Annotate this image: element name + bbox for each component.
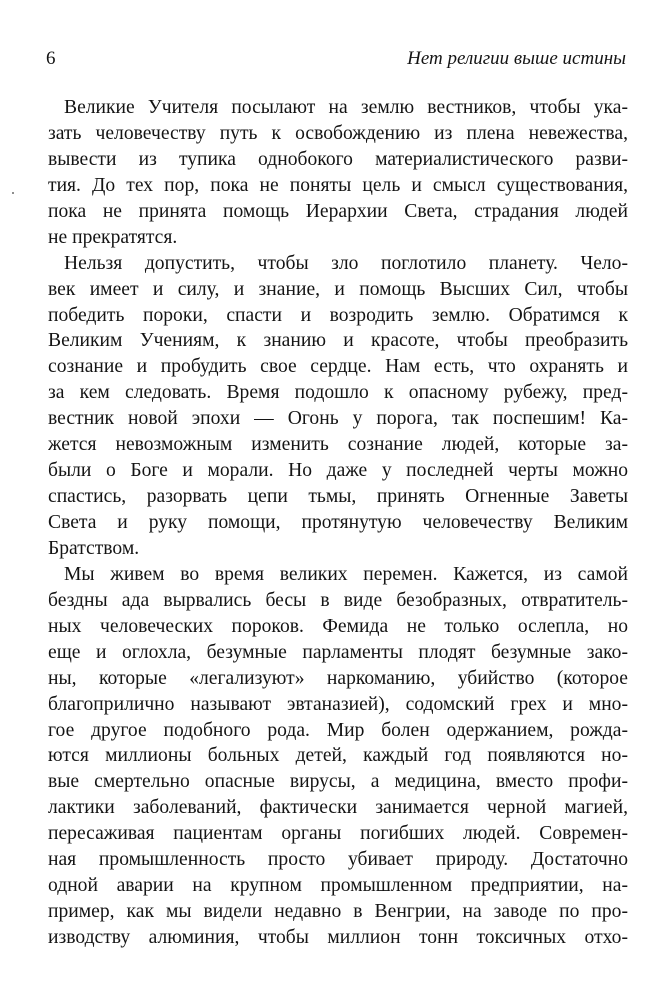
text-line: Света и руку помощи, протянутую человечеству Великим [48,512,628,533]
text-line: за кем следовать. Время подошло к опасному рубежу, пред- [48,382,628,404]
text-line: век имеет и силу, и знание, и помощь Высших Сил, чтобы [48,278,628,300]
page-number: 6 [46,48,56,69]
page-header [42,48,626,74]
text-line: Братством. [48,537,140,559]
text-line: победить пороки, спасти и возродить землю. Обратимся к [48,304,628,326]
running-title: Нет религии выше истины [407,48,626,69]
text-line: благоприлично называют эвтаназией), содомский грех и мно- [48,693,628,715]
text-line: жется невозможным изменить сознание людей, которые за- [48,434,628,456]
text-line: ны, которые «легализуют» наркоманию, убийство (которое [48,667,628,689]
text-line: бездны ада вырвались бесы в виде безобразных, отвратитель- [48,589,628,611]
text-line: пока не принята помощь Иерархии Света, страдания людей [48,200,628,222]
text-line: Нельзя допустить, чтобы зло поглотило планету. Чело- [64,252,628,274]
text-line: сознание и пробудить свое сердце. Нам есть, что охранять и [48,356,628,378]
text-line: были о Боге и морали. Но даже у последней черты можно [48,460,628,482]
text-line: Великие Учителя посылают на землю вестников, чтобы ука- [64,97,628,118]
text-line: еще и оглохла, безумные парламенты плодят безумные зако- [48,641,628,663]
text-line: не прекратятся. [48,226,178,248]
text-line: гое другое подобного рода. Мир болен одержанием, рожда- [48,719,628,741]
text-line: зать человечеству путь к освобождению из плена невежества, [48,122,628,144]
print-speck [12,192,14,194]
text-line: ются миллионы больных детей, каждый год появляются но- [48,745,628,767]
text-line: спастись, разорвать цепи тьмы, принять Огненные Заветы [48,486,628,508]
text-line: изводству алюминия, чтобы миллион тонн токсичных отхо- [48,927,628,948]
text-line: Мы живем во время великих перемен. Кажется, из самой [64,563,628,585]
text-line: ная промышленность просто убивает природу. Достаточно [48,849,628,871]
text-line: вывести из тупика однобокого материалистического разви- [48,148,628,170]
text-line: лактики заболеваний, фактически занимается черной магией, [48,797,628,819]
text-line: пример, как мы видели недавно в Венгрии, на заводе по про- [48,901,628,923]
text-line: одной аварии на крупном промышленном предприятии, на- [48,875,628,897]
body-text [48,95,628,951]
text-line: пересаживая пациентам органы погибших людей. Современ- [48,823,628,845]
text-line: ных человеческих пороков. Фемида не только ослепла, но [48,615,628,637]
text-line: тия. До тех пор, пока не поняты цель и смысл существования, [48,174,628,196]
text-line: вестник новой эпохи — Огонь у порога, так поспешим! Ка- [48,408,628,430]
text-line: вые смертельно опасные вирусы, а медицина, вместо профи- [48,771,628,793]
text-line: Великим Учениям, к знанию и красоте, чтобы преобразить [48,330,628,352]
